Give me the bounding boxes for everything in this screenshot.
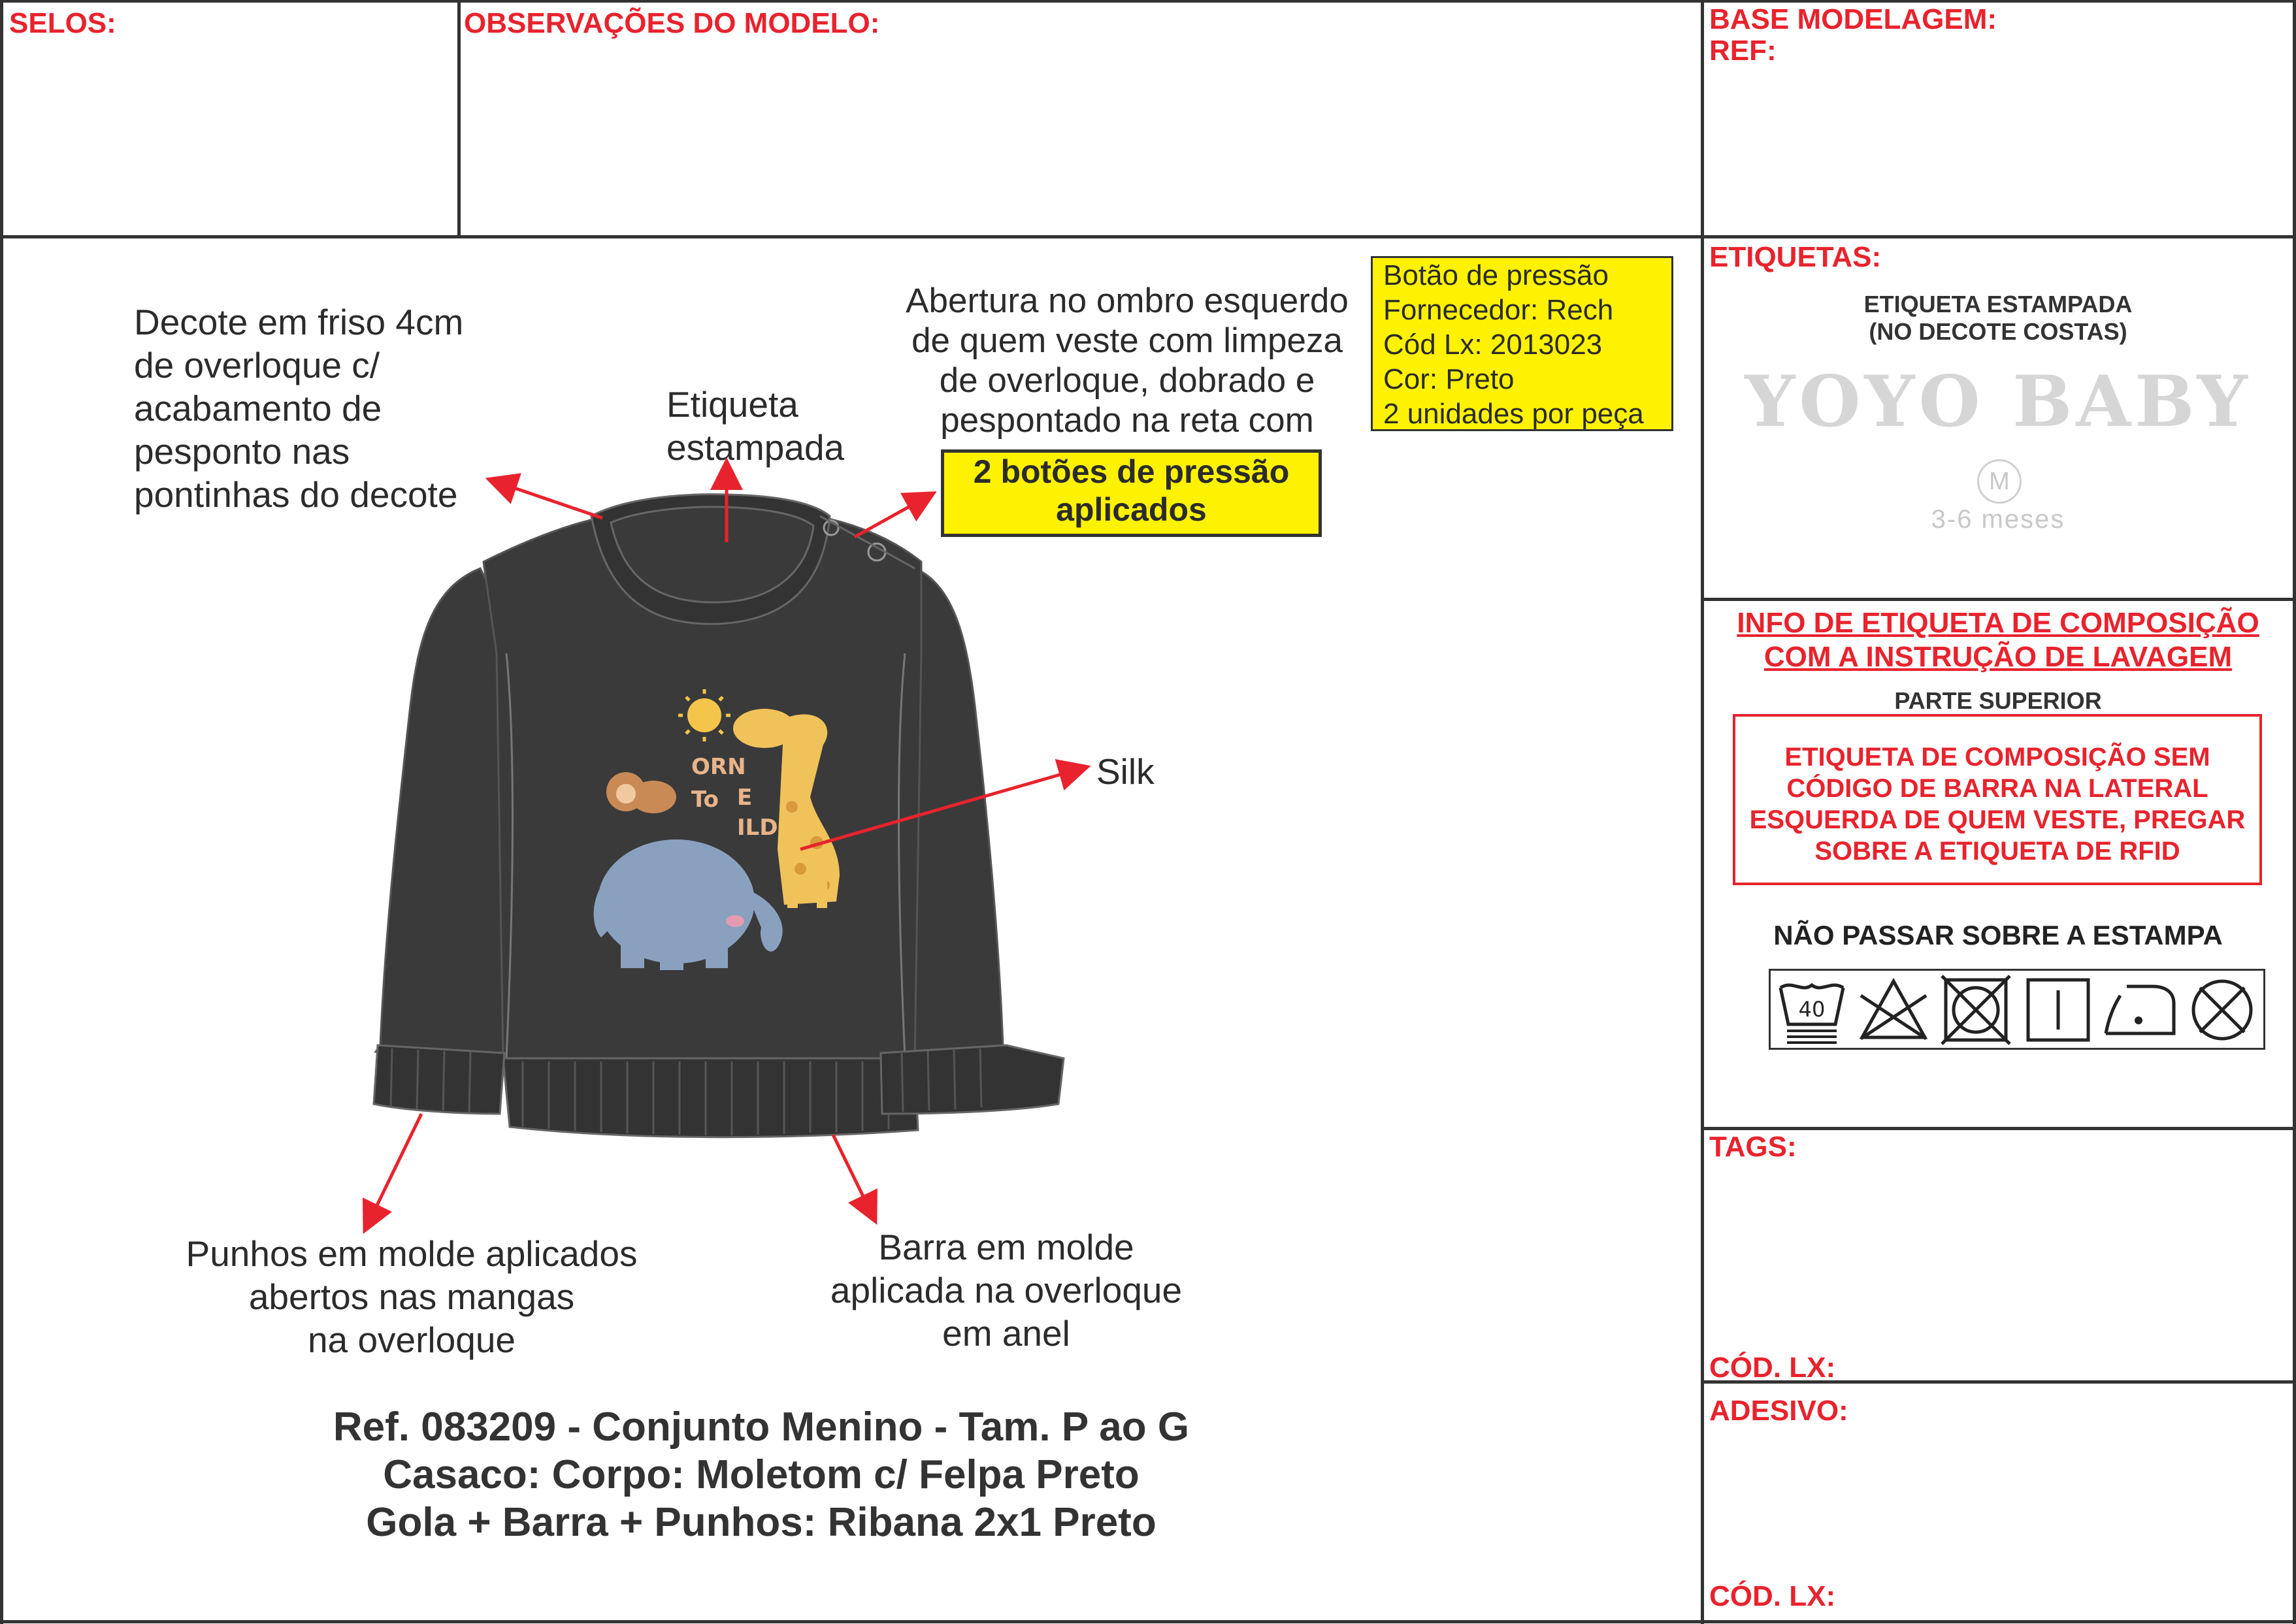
adesivo-label: ADESIVO: (1709, 1395, 1848, 1427)
arrow-decote (491, 480, 602, 518)
svg-text:40: 40 (1798, 997, 1826, 1022)
nao-passar-warning: NÃO PASSAR SOBRE A ESTAMPA (1773, 920, 2223, 950)
arrow-punhos (366, 1114, 421, 1228)
parte-superior-label: PARTE SUPERIOR (1894, 687, 2102, 714)
right-cuff (881, 1045, 1064, 1114)
cod-lx-label-2: CÓD. LX: (1709, 1580, 1836, 1612)
info-composicao-title: INFO DE ETIQUETA DE COMPOSIÇÃO COM A INSTRUÇÃO DE LAVAGEM (1737, 607, 2259, 673)
botoes-highlight: 2 botões de pressão aplicados (941, 449, 1322, 537)
product-reference: Ref. 083209 - Conjunto Menino - Tam. P ao G Casaco: Corpo: Moletom c/ Felpa Preto Gola + Barra + Punhos: Ribana 2x1 Preto (333, 1405, 1190, 1545)
no-tumble-dry-icon (1937, 973, 2015, 1045)
divider-info-bottom (1701, 1127, 2296, 1130)
size-letter-badge: M (1977, 459, 2022, 504)
cod-lx-label-1: CÓD. LX: (1709, 1352, 1836, 1384)
barra-note: Barra em molde aplicada na overloque em anel (830, 1227, 1183, 1354)
arrow-abertura (855, 495, 931, 537)
left-cuff (374, 1045, 504, 1114)
wash-40-icon (1773, 973, 1851, 1045)
punhos-note: Punhos em molde aplicados abertos nas mangas na overloque (186, 1233, 638, 1360)
observacoes-label: OBSERVAÇÕES DO MODELO: (464, 7, 880, 39)
etiqueta-note: Etiqueta estampada (666, 384, 845, 468)
wash-care-symbols (1769, 969, 2265, 1050)
iron-low-icon (2101, 973, 2179, 1045)
size-range: 3-6 meses (1931, 505, 2065, 534)
no-bleach-icon (1854, 973, 1933, 1045)
silk-note: Silk (1096, 751, 1155, 792)
supplier-box: Botão de pressão Fornecedor: Rech Cód Lx: 2013023 Cor: Preto 2 unidades por peça (1371, 256, 1673, 431)
svg-text:ILD: ILD (737, 815, 778, 841)
no-dry-clean-icon (2183, 973, 2261, 1045)
selos-label: SELOS: (9, 7, 116, 39)
etiqueta-estampada-title: ETIQUETA ESTAMPADA (NO DECOTE COSTAS) (1863, 291, 2133, 345)
hem-band (503, 1058, 918, 1137)
svg-text:To: To (691, 787, 719, 813)
line-dry-icon (2019, 973, 2097, 1045)
ref-label: REF: (1709, 35, 1777, 67)
base-modelagem-label: BASE MODELAGEM: (1709, 3, 1997, 35)
svg-text:ORN: ORN (691, 754, 746, 780)
divider-etiquetas-bottom (1701, 598, 2296, 601)
brand-logo: YOYO BABY (1745, 361, 2252, 443)
decote-note: Decote em friso 4cm de overloque c/ acabamento de pesponto nas pontinhas do decote (134, 302, 464, 515)
arrow-barra (833, 1135, 874, 1219)
composicao-instruction-box: ETIQUETA DE COMPOSIÇÃO SEM CÓDIGO DE BARRA NA LATERAL ESQUERDA DE QUEM VESTE, PREGAR SOBRE A ETIQUETA DE RFID (1733, 714, 2262, 885)
etiquetas-label: ETIQUETAS: (1709, 241, 1882, 273)
tags-label: TAGS: (1709, 1131, 1797, 1163)
svg-text:E: E (737, 785, 753, 811)
abertura-note: Abertura no ombro esquerdo de quem veste com limpeza de overloque, dobrado e pespontado na reta com (906, 282, 1349, 440)
